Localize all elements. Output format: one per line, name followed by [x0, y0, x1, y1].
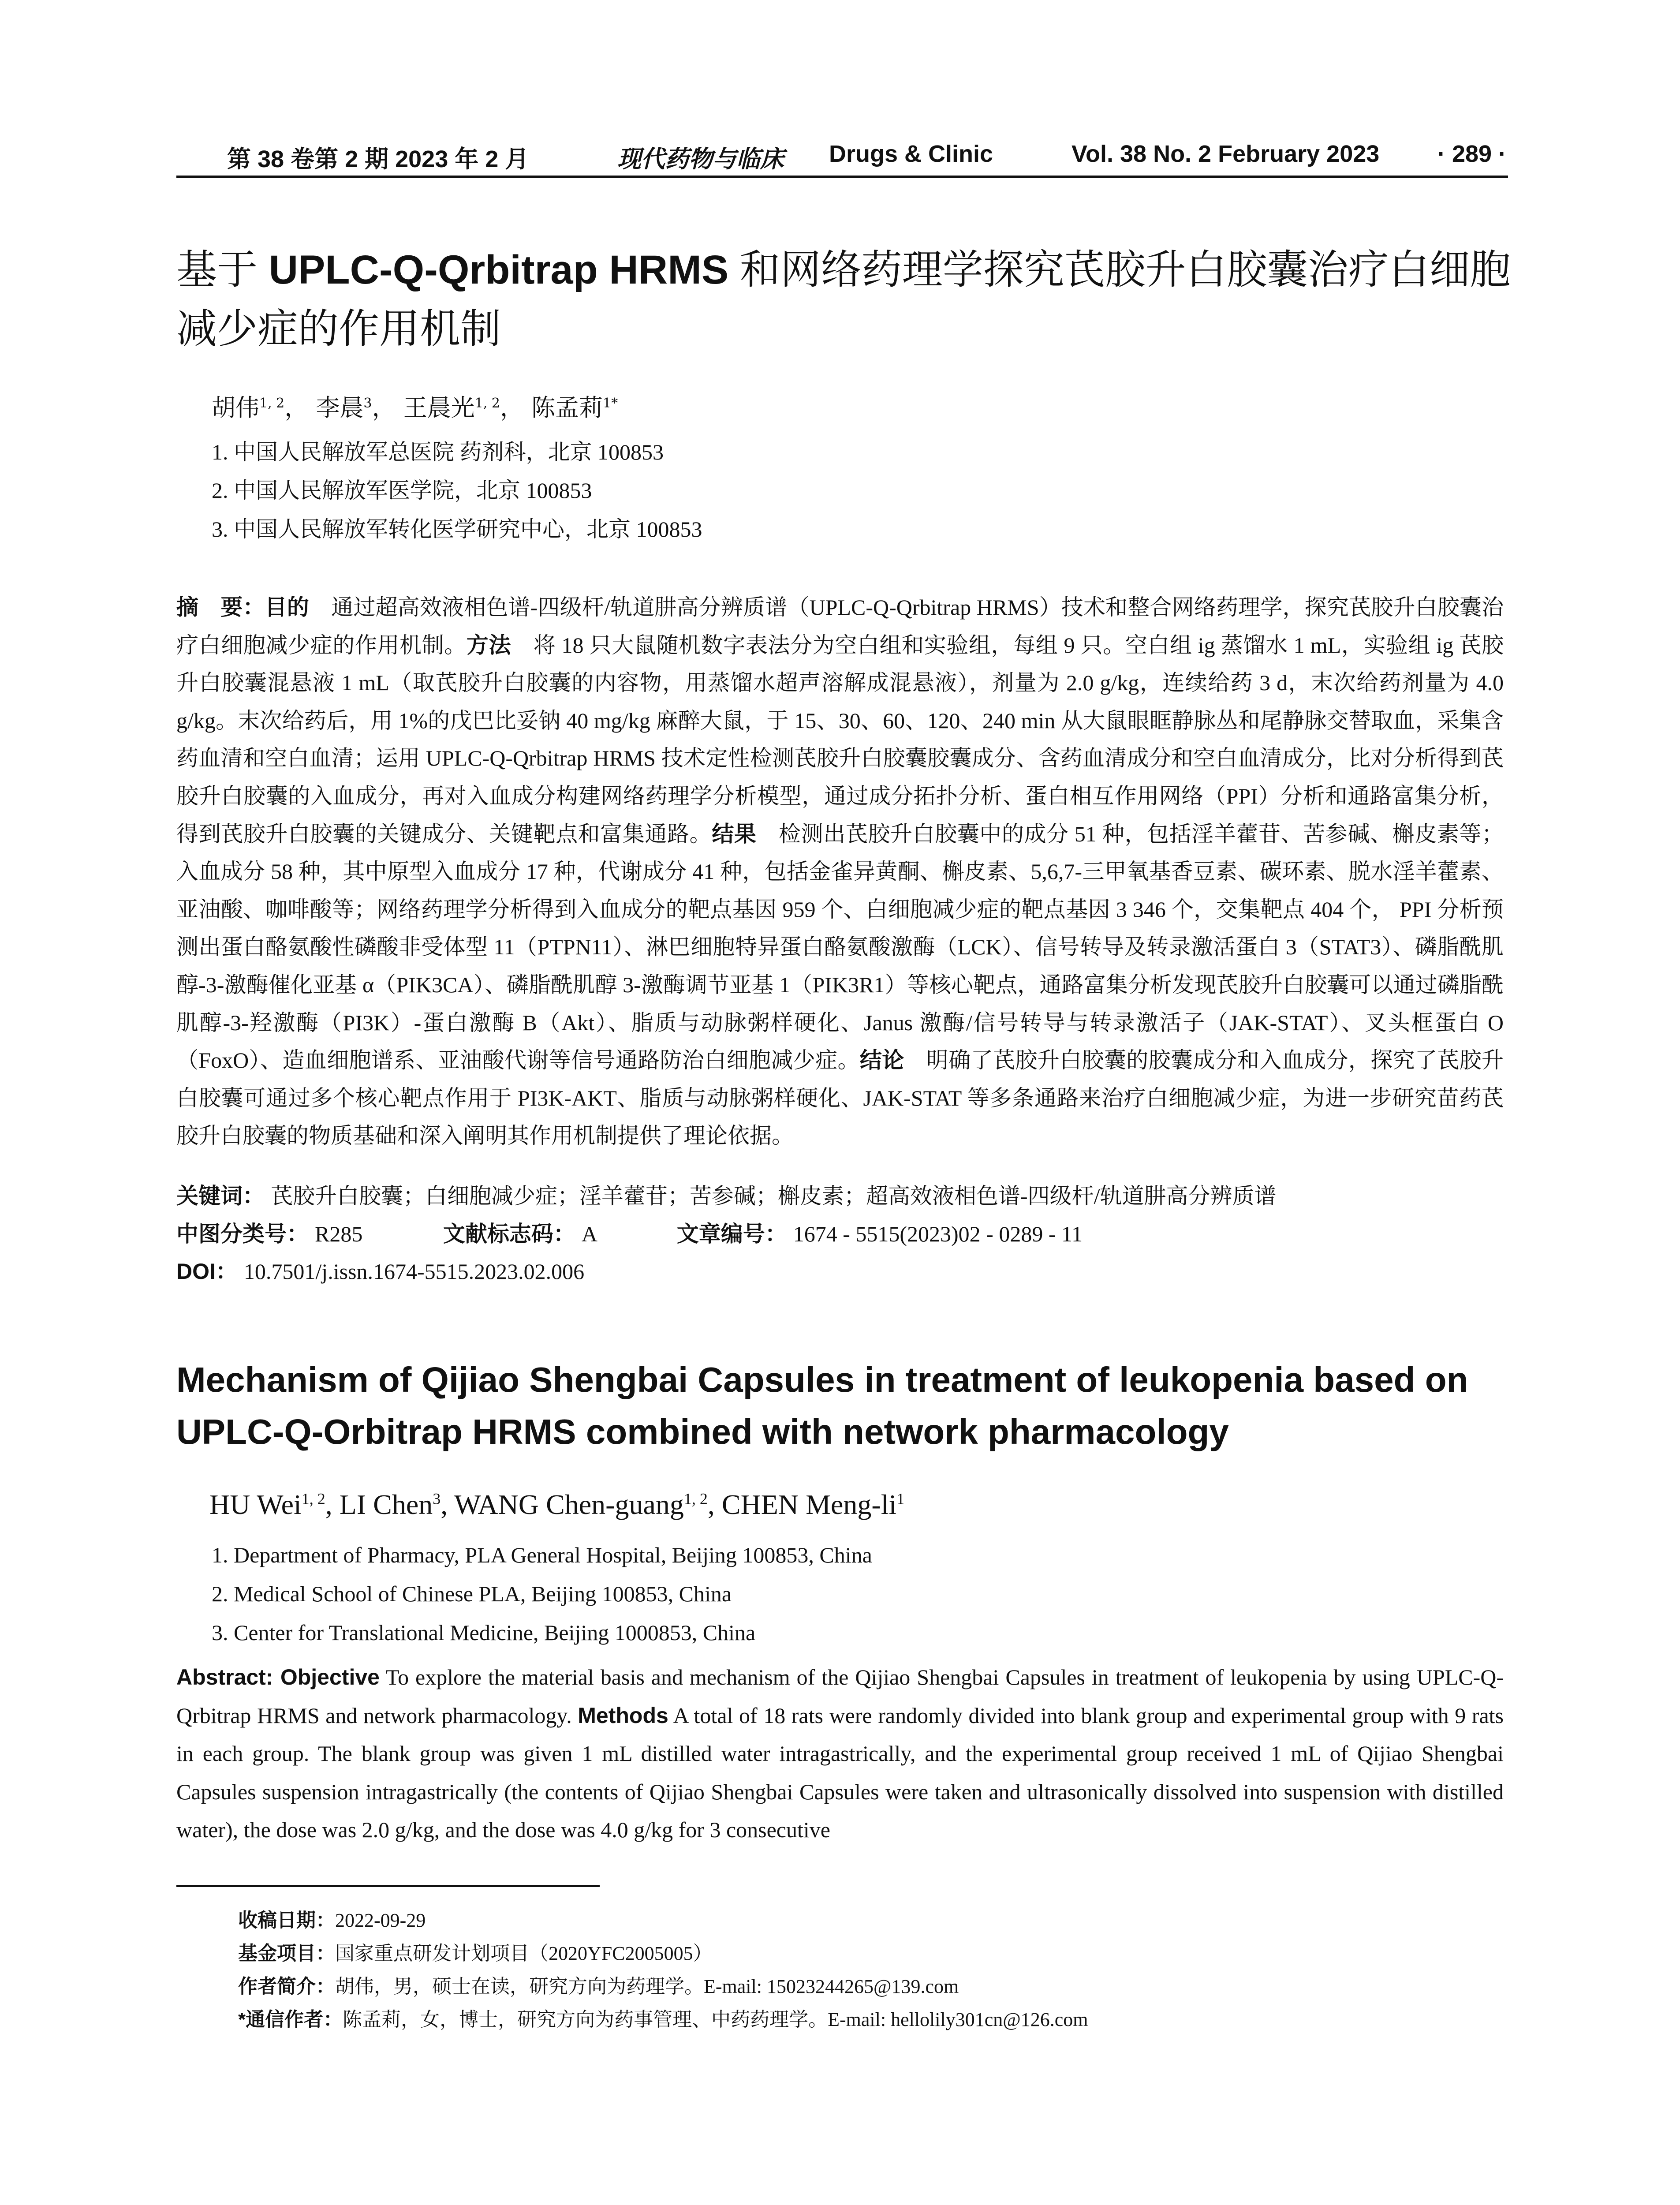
- author-name: 李晨: [316, 394, 364, 422]
- keywords-label: 关键词：: [176, 1184, 265, 1208]
- methods-text-en: A total of 18 rats were randomly divided into blank group and experimental group with 9 rats in each group. The blank group was given 1 mL distilled water intragastrically, and the experimental group received 1 mL of Qijiao Shengbai Capsules suspension intragastrically (the contents of Qijiao Shengbai Capsules were taken and ultrasonically dissolved into suspension with distilled water), the dose was 2.0 g/kg, and the dose was 4.0 g/kg for 3 consecutive: [176, 1703, 1504, 1842]
- header-volume-en: Vol. 38 No. 2 February 2023: [1071, 141, 1380, 167]
- keywords-cn: [176, 1178, 1277, 1210]
- doi-value[interactable]: 10.7501/j.issn.1674-5515.2023.02.006: [243, 1259, 585, 1284]
- doi-line: [176, 1254, 584, 1286]
- footnote-author: [238, 1970, 959, 1999]
- clc-label: 中图分类号：: [176, 1222, 309, 1246]
- fund-value: 国家重点研发计划项目（2020YFC2005005）: [335, 1943, 713, 1964]
- corresponding-label: *通信作者：: [238, 2009, 343, 2030]
- abstract-cn: [176, 589, 1504, 1155]
- objective-text: 通过超高效液相色谱-四级杆/轨道肼高分辨质谱（UPLC-Q-Qrbitrap HRMS）技术和整合网络药理学，探究芪胶升白胶囊治疗白细胞减少症的作用机制。: [176, 595, 1504, 658]
- author-name: 王晨光: [403, 394, 475, 422]
- methods-text: 将 18 只大鼠随机数字表法分为空白组和实验组，每组 9 只。空白组 ig 蒸馏水 1 mL，实验组 ig 芪胶升白胶囊混悬液 1 mL（取芪胶升白胶囊的内容物，用蒸馏水超声溶解成混悬液），剂量为 2.0 g/kg，连续给药 3 d，末次给药剂量为 4.0 g/kg。末次给药后，用 1%的戊巴比妥钠 40 mg/kg 麻醉大鼠，于 15、30、60、120、240 min 从大鼠眼眶静脉丛和尾静脉交替取血，采集含药血清和空白血清；运用 UPLC-Q-Qrbitrap HRMS 技术定性检测芪胶升白胶囊胶囊成分、含药血清成分和空白血清成分，比对分析得到芪胶升白胶囊的入血成分，再对入血成分构建网络药理学分析模型，通过成分拓扑分析、蛋白相互作用网络（PPI）分析和通路富集分析，得到芪胶升白胶囊的关键成分、关键靶点和富集通路。: [176, 632, 1504, 846]
- header-volume-cn: 第 38 卷第 2 期 2023 年 2 月: [227, 146, 529, 172]
- author-affil-mark: 1, 2: [259, 396, 285, 411]
- abstract-en: [176, 1658, 1504, 1849]
- clc-value: R285: [315, 1222, 363, 1246]
- affiliation-cn: 3. 中国人民解放军转化医学研究中心，北京 100853: [212, 517, 702, 542]
- header-journal-cn: 现代药物与临床: [617, 145, 784, 173]
- author-affil-mark: 1, 2: [474, 396, 500, 411]
- footnote-corresponding: [238, 2003, 1088, 2032]
- affiliation-en: 3. Center for Translational Medicine, Beijing 1000853, China: [212, 1620, 756, 1645]
- author-intro-label: 作者简介：: [238, 1976, 335, 1997]
- received-value: 2022-09-29: [335, 1910, 426, 1931]
- results-text: 检测出芪胶升白胶囊中的成分 51 种，包括淫羊藿苷、苦参碱、槲皮素等；入血成分 58 种，其中原型入血成分 17 种，代谢成分 41 种，包括金雀异黄酮、槲皮素、5,6,7-三甲氧基香豆素、碳环素、脱水淫羊藿素、亚油酸、咖啡酸等；网络药理学分析得到入血成分的靶点基因 959 个、白细胞减少症的靶点基因 3 346 个，交集靶点 404 个， PPI 分析预测出蛋白酪氨酸性磷酸非受体型 11（PTPN11）、淋巴细胞特异蛋白酪氨酸激酶（LCK）、信号转导及转录激活蛋白 3（STAT3）、磷脂酰肌醇-3-激酶催化亚基 α（PIK3CA）、磷脂酰肌醇 3-激酶调节亚基 1（PIK3R1）等核心靶点，通路富集分析发现芪胶升白胶囊可以通过磷脂酰肌醇-3-羟激酶（PI3K）-蛋白激酶 B（Akt）、脂质与动脉粥样硬化、Janus 激酶/信号转导与转录激活子（JAK-STAT）、叉头框蛋白 O（FoxO）、造血细胞谱系、亚油酸代谢等信号通路防治白细胞减少症。: [176, 821, 1504, 1073]
- author-affil-mark: 1, 2: [301, 1490, 325, 1508]
- author-name: 陈孟莉: [531, 394, 603, 422]
- objective-text-en: To explore the material basis and mechanism of the Qijiao Shengbai Capsules in treatment of leukopenia by using UPLC-Q-Qrbitrap HRMS and network pharmacology.: [176, 1665, 1504, 1728]
- header-journal-en: Drugs & Clinic: [829, 141, 993, 167]
- fund-label: 基金项目：: [238, 1943, 335, 1964]
- title-cn: [176, 240, 1517, 359]
- corresponding-value: 陈孟莉，女，博士，研究方向为药事管理、中药药理学。E-mail: hellolily301cn@126.com: [343, 2009, 1088, 2030]
- article-number-value: 1674 - 5515(2023)02 - 0289 - 11: [793, 1222, 1083, 1246]
- author-affil-mark: 1, 2: [683, 1490, 708, 1508]
- author-name: , LI Chen: [325, 1489, 433, 1520]
- results-label: 结果: [712, 821, 757, 846]
- header-rule: [176, 176, 1508, 178]
- conclusion-label: 结论: [859, 1048, 904, 1073]
- author-affil-mark: 3: [363, 396, 372, 411]
- abstract-objective-label: Abstract: Objective: [176, 1665, 380, 1689]
- author-affil-mark: 3: [433, 1490, 441, 1508]
- classification-line: [176, 1216, 1083, 1248]
- authors-en: [209, 1488, 904, 1521]
- methods-label-en: Methods: [578, 1703, 668, 1728]
- footnote-received: [238, 1904, 426, 1932]
- received-label: 收稿日期：: [238, 1910, 335, 1931]
- affiliation-cn: 1. 中国人民解放军总医院 药剂科，北京 100853: [212, 440, 664, 464]
- title-en: Mechanism of Qijiao Shengbai Capsules in treatment of leukopenia based on UPLC-Q-Orbitrap HRMS combined with network pharmacology: [176, 1360, 1468, 1451]
- running-header: [176, 140, 1508, 171]
- author-affil-mark: 1*: [603, 396, 618, 411]
- title-cn-part: 基于: [176, 247, 269, 292]
- affiliation-en: 2. Medical School of Chinese PLA, Beijing 100853, China: [212, 1581, 732, 1606]
- author-name: 胡伟: [212, 394, 259, 422]
- footnote-rule: [176, 1885, 600, 1887]
- doc-code-value: A: [581, 1222, 597, 1246]
- objective-label: 目的: [265, 595, 310, 620]
- author-name: , WANG Chen-guang: [441, 1489, 684, 1520]
- author-intro-value: 胡伟，男，硕士在读，研究方向为药理学。E-mail: 15023244265@139.com: [335, 1976, 959, 1997]
- doc-code-label: 文献标志码：: [443, 1222, 575, 1246]
- article-number-label: 文章编号：: [676, 1222, 787, 1246]
- author-affil-mark: 1: [896, 1490, 905, 1508]
- affiliation-cn: 2. 中国人民解放军医学院，北京 100853: [212, 478, 592, 503]
- keywords-value: 芪胶升白胶囊；白细胞减少症；淫羊藿苷；苦参碱；槲皮素；超高效液相色谱-四级杆/轨道肼高分辨质谱: [271, 1184, 1277, 1208]
- author-name: HU Wei: [209, 1489, 302, 1520]
- conclusion-text: 明确了芪胶升白胶囊的胶囊成分和入血成分，探究了芪胶升白胶囊可通过多个核心靶点作用于 PI3K-AKT、脂质与动脉粥样硬化、JAK-STAT 等多条通路来治疗白细胞减少症，为进一步研究苗药芪胶升白胶囊的物质基础和深入阐明其作用机制提供了理论依据。: [176, 1048, 1504, 1148]
- title-cn-method: UPLC-Q-Qrbitrap HRMS: [269, 247, 729, 292]
- title-cn-part: 和网络药理学探究芪胶升白胶囊治疗白细胞减少症的作用机制: [176, 247, 1511, 351]
- author-name: , CHEN Meng-li: [707, 1489, 897, 1520]
- doi-label: DOI：: [176, 1259, 238, 1284]
- header-page-number: · 289 ·: [1437, 141, 1507, 167]
- authors-cn: 胡伟$^{1, 2}$， 李晨$^3$， 王晨光$^{1, 2}$， 陈孟莉$^{1*}$: [212, 394, 618, 422]
- methods-label: 方法: [466, 632, 511, 658]
- affiliation-en: 1. Department of Pharmacy, PLA General Hospital, Beijing 100853, China: [212, 1543, 872, 1567]
- footnote-fund: [238, 1937, 713, 1966]
- abstract-label: 摘 要：: [176, 595, 265, 620]
